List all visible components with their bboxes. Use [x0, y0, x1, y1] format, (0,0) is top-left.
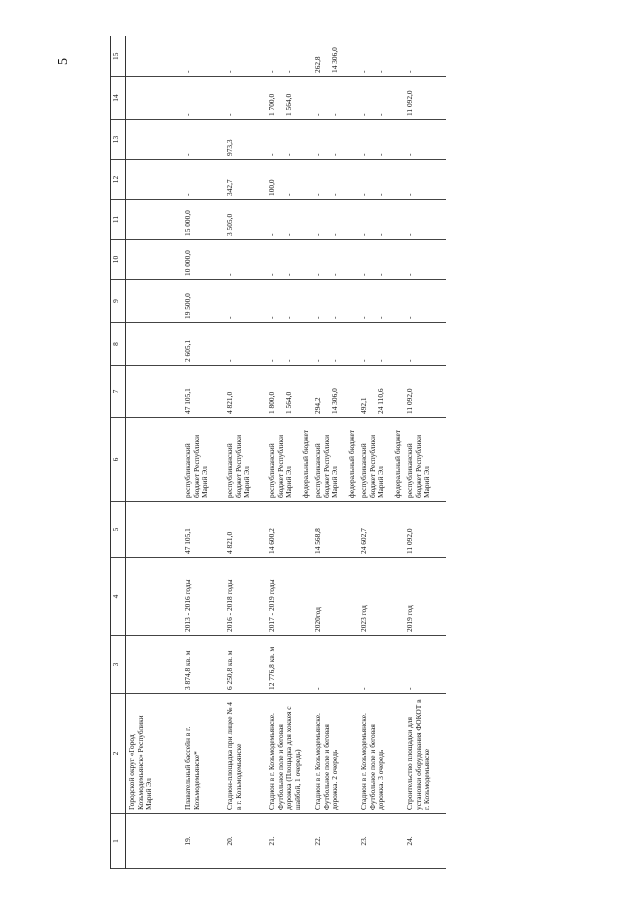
- total-cost: 11 092,0: [404, 502, 446, 558]
- amount-cell: [358, 323, 404, 366]
- funding-source-cell: [126, 418, 183, 502]
- funding-amount: -: [225, 273, 234, 276]
- funding-amount: 4 821,0: [225, 391, 234, 414]
- amount-cell: [266, 366, 312, 418]
- column-number: 12: [111, 160, 126, 200]
- funding-source: республиканский бюджет Республики Марий Эл: [267, 434, 294, 498]
- amount-cell: [182, 323, 224, 366]
- funding-amount: -: [225, 359, 234, 362]
- amount-cell: [358, 160, 404, 200]
- column-number: 15: [111, 37, 126, 77]
- amount-cell: [404, 200, 446, 240]
- construction-period: 2023 год: [358, 558, 404, 636]
- amount-cell: [182, 120, 224, 160]
- object-area: [126, 636, 183, 694]
- funding-source-cell: [182, 418, 224, 502]
- amount-cell: [224, 200, 266, 240]
- amount-cell: [312, 77, 358, 120]
- column-number-row: [111, 37, 126, 869]
- amount-cell: [404, 160, 446, 200]
- funding-amount: -: [183, 193, 192, 196]
- funding-amount: -: [283, 193, 293, 196]
- total-cost: 24 602,7: [358, 502, 404, 558]
- funding-amount: -: [313, 316, 323, 319]
- column-number: 11: [111, 200, 126, 240]
- amount-cell: [266, 280, 312, 323]
- funding-amount: -: [375, 316, 385, 319]
- amount-cell: [404, 323, 446, 366]
- funding-amount: -: [359, 113, 369, 116]
- funding-amount: -: [283, 233, 293, 236]
- row-number: 19.: [182, 814, 224, 869]
- funding-amount: -: [375, 359, 385, 362]
- funding-amount: -: [183, 153, 192, 156]
- funding-amount: 11 092,0: [405, 90, 415, 116]
- amount-cell: [126, 240, 183, 280]
- amount-cell: [312, 200, 358, 240]
- amount-cell: [182, 280, 224, 323]
- funding-amount: -: [283, 273, 293, 276]
- column-number: 7: [111, 366, 126, 418]
- funding-source-cell: [224, 418, 266, 502]
- construction-period: 2019 год: [404, 558, 446, 636]
- amount-cell: [404, 120, 446, 160]
- funding-amount: -: [359, 153, 369, 156]
- object-area: 3 874,8 кв. м: [182, 636, 224, 694]
- amount-cell: [404, 37, 446, 77]
- funding-amount: -: [359, 273, 369, 276]
- object-name: Городской округ «Город Козьмодемьянск» Республики Марий Эл: [126, 694, 183, 814]
- amount-cell: [312, 160, 358, 200]
- amount-cell: [266, 323, 312, 366]
- budget-table: [110, 37, 446, 870]
- funding-amount: 3 505,0: [225, 213, 234, 236]
- amount-cell: [312, 366, 358, 418]
- amount-cell: [126, 323, 183, 366]
- amount-cell: [224, 120, 266, 160]
- construction-period: 2016 - 2018 годы: [224, 558, 266, 636]
- amount-cell: [358, 77, 404, 120]
- funding-source-cell: [404, 418, 446, 502]
- funding-amount: -: [359, 193, 369, 196]
- funding-amount: -: [183, 113, 192, 116]
- amount-cell: [224, 37, 266, 77]
- row-number: 24.: [404, 814, 446, 869]
- amount-cell: [358, 120, 404, 160]
- amount-cell: [266, 240, 312, 280]
- funding-source: республиканский бюджет Республики Марий Эл: [183, 434, 210, 498]
- total-cost: [126, 502, 183, 558]
- funding-amount: 100,0: [267, 179, 276, 196]
- object-area: -: [312, 636, 358, 694]
- object-name: Стадион в г. Козьмодемьянске. Футбольное поле и беговая дорожка. 2 очередь: [312, 694, 358, 814]
- funding-amount: 1 564,0: [283, 391, 293, 414]
- funding-amount: -: [267, 273, 276, 276]
- row-number: 21.: [266, 814, 312, 869]
- funding-source: республиканский бюджет Республики Марий Эл: [359, 434, 386, 498]
- column-number: 1: [111, 814, 126, 869]
- amount-cell: [266, 160, 312, 200]
- funding-amount: -: [329, 359, 339, 362]
- amount-cell: [312, 323, 358, 366]
- object-name: Стадион в г. Козьмодемьянске. Футбольное поле и беговая дорожка (Площадка для хоккея с шайбой, 1 очередь): [266, 694, 312, 814]
- funding-amount: -: [405, 193, 415, 196]
- amount-cell: [224, 280, 266, 323]
- table-row: [312, 37, 358, 869]
- amount-cell: [312, 240, 358, 280]
- funding-amount: 11 092,0: [405, 388, 415, 414]
- table-row: [126, 37, 183, 869]
- table-row: [224, 37, 266, 869]
- amount-cell: [182, 37, 224, 77]
- funding-amount: -: [283, 70, 293, 73]
- funding-amount: 2 605,1: [183, 339, 192, 362]
- funding-amount: 14 306,0: [329, 47, 339, 73]
- funding-source: республиканский бюджет Республики Марий Эл: [405, 434, 432, 498]
- construction-period: [126, 558, 183, 636]
- total-cost: 47 105,1: [182, 502, 224, 558]
- column-number: 9: [111, 280, 126, 323]
- amount-cell: [358, 366, 404, 418]
- column-number: 10: [111, 240, 126, 280]
- column-number: 6: [111, 418, 126, 502]
- amount-cell: [266, 200, 312, 240]
- funding-amount: 15 000,0: [183, 210, 192, 236]
- column-number: 13: [111, 120, 126, 160]
- funding-source-cell: [266, 418, 312, 502]
- funding-source: федеральный бюджет: [392, 429, 402, 498]
- object-name: Плавательный бассейн в г. Козьмодемьянске*: [182, 694, 224, 814]
- funding-amount: -: [313, 153, 323, 156]
- funding-amount: -: [329, 273, 339, 276]
- funding-amount: -: [375, 193, 385, 196]
- funding-source-cell: [312, 418, 358, 502]
- funding-amount: -: [329, 233, 339, 236]
- construction-period: 2013 - 2016 годы: [182, 558, 224, 636]
- amount-cell: [358, 240, 404, 280]
- funding-source: федеральный бюджет: [300, 429, 310, 498]
- amount-cell: [126, 160, 183, 200]
- funding-source-cell: [358, 418, 404, 502]
- funding-amount: -: [225, 316, 234, 319]
- funding-amount: -: [359, 233, 369, 236]
- funding-amount: 14 306,0: [329, 388, 339, 414]
- funding-amount: -: [405, 70, 415, 73]
- total-cost: 14 568,8: [312, 502, 358, 558]
- object-name: Строительство площадки для установки оборудования ФОКОТ в г. Козьмодемьянске: [404, 694, 446, 814]
- funding-amount: 1 564,0: [283, 93, 293, 116]
- funding-amount: -: [405, 316, 415, 319]
- object-area: 6 250,8 кв. м: [224, 636, 266, 694]
- funding-amount: -: [405, 153, 415, 156]
- funding-amount: -: [375, 113, 385, 116]
- funding-source: республиканский бюджет Республики Марий Эл: [225, 434, 252, 498]
- funding-amount: -: [375, 70, 385, 73]
- construction-period: 2020год: [312, 558, 358, 636]
- amount-cell: [126, 77, 183, 120]
- column-number: 8: [111, 323, 126, 366]
- amount-cell: [404, 280, 446, 323]
- funding-amount: -: [313, 193, 323, 196]
- funding-source: республиканский бюджет Республики Марий Эл: [313, 434, 340, 498]
- funding-amount: 342,7: [225, 179, 234, 196]
- column-number: 5: [111, 502, 126, 558]
- funding-amount: -: [225, 70, 234, 73]
- amount-cell: [312, 37, 358, 77]
- funding-amount: 973,3: [225, 139, 234, 156]
- funding-amount: -: [225, 113, 234, 116]
- amount-cell: [182, 240, 224, 280]
- amount-cell: [182, 160, 224, 200]
- amount-cell: [404, 240, 446, 280]
- funding-amount: -: [313, 273, 323, 276]
- amount-cell: [312, 280, 358, 323]
- funding-amount: -: [313, 233, 323, 236]
- funding-amount: 1 700,0: [267, 93, 276, 116]
- table-body: [111, 37, 447, 869]
- page-number: 5: [56, 58, 71, 65]
- amount-cell: [266, 77, 312, 120]
- funding-amount: -: [375, 273, 385, 276]
- column-number: 4: [111, 558, 126, 636]
- funding-amount: -: [405, 359, 415, 362]
- funding-amount: -: [283, 153, 293, 156]
- row-number: 20.: [224, 814, 266, 869]
- amount-cell: [404, 77, 446, 120]
- object-area: -: [358, 636, 404, 694]
- amount-cell: [224, 240, 266, 280]
- row-number: 23.: [358, 814, 404, 869]
- funding-amount: 262,8: [313, 56, 323, 73]
- funding-amount: -: [359, 359, 369, 362]
- funding-amount: -: [359, 70, 369, 73]
- funding-source: федеральный бюджет: [346, 429, 356, 498]
- object-area: 12 776,8 кв. м: [266, 636, 312, 694]
- table-row: [358, 37, 404, 869]
- amount-cell: [358, 280, 404, 323]
- construction-period: 2017 - 2019 годы: [266, 558, 312, 636]
- funding-amount: -: [267, 70, 276, 73]
- column-number: 3: [111, 636, 126, 694]
- table-row: [182, 37, 224, 869]
- funding-amount: -: [329, 153, 339, 156]
- amount-cell: [126, 120, 183, 160]
- column-number: 2: [111, 694, 126, 814]
- amount-cell: [126, 200, 183, 240]
- funding-amount: -: [359, 316, 369, 319]
- amount-cell: [266, 37, 312, 77]
- table-row: [404, 37, 446, 869]
- object-area: -: [404, 636, 446, 694]
- funding-amount: 24 110,6: [375, 388, 385, 414]
- amount-cell: [224, 366, 266, 418]
- amount-cell: [266, 120, 312, 160]
- amount-cell: [126, 37, 183, 77]
- funding-amount: 10 000,0: [183, 250, 192, 276]
- funding-amount: -: [375, 233, 385, 236]
- funding-amount: 294,2: [313, 397, 323, 414]
- total-cost: 14 600,2: [266, 502, 312, 558]
- amount-cell: [404, 366, 446, 418]
- funding-amount: 492,1: [359, 397, 369, 414]
- amount-cell: [358, 200, 404, 240]
- funding-amount: -: [267, 359, 276, 362]
- funding-amount: -: [375, 153, 385, 156]
- row-number: [126, 814, 183, 869]
- funding-amount: -: [329, 193, 339, 196]
- funding-amount: -: [405, 233, 415, 236]
- amount-cell: [182, 366, 224, 418]
- funding-amount: 47 105,1: [183, 388, 192, 414]
- amount-cell: [182, 77, 224, 120]
- object-name: Стадион в г. Козьмодемьянске. Футбольное поле и беговая дорожка. 3 очередь: [358, 694, 404, 814]
- funding-amount: 1 800,0: [267, 391, 276, 414]
- row-number: 22.: [312, 814, 358, 869]
- funding-amount: -: [329, 113, 339, 116]
- total-cost: 4 821,0: [224, 502, 266, 558]
- amount-cell: [224, 77, 266, 120]
- funding-amount: -: [329, 316, 339, 319]
- funding-amount: -: [283, 359, 293, 362]
- funding-amount: 19 500,0: [183, 293, 192, 319]
- amount-cell: [126, 280, 183, 323]
- funding-amount: -: [267, 153, 276, 156]
- funding-amount: -: [267, 316, 276, 319]
- funding-amount: -: [283, 316, 293, 319]
- amount-cell: [224, 160, 266, 200]
- column-number: 14: [111, 77, 126, 120]
- amount-cell: [224, 323, 266, 366]
- amount-cell: [312, 120, 358, 160]
- funding-amount: -: [313, 359, 323, 362]
- funding-amount: -: [267, 233, 276, 236]
- table-row: [266, 37, 312, 869]
- amount-cell: [182, 200, 224, 240]
- object-name: Стадион-площадка при лицее № 4 в г. Козьмодемьянске: [224, 694, 266, 814]
- amount-cell: [358, 37, 404, 77]
- amount-cell: [126, 366, 183, 418]
- funding-amount: -: [313, 113, 323, 116]
- funding-amount: -: [183, 70, 192, 73]
- funding-amount: -: [405, 273, 415, 276]
